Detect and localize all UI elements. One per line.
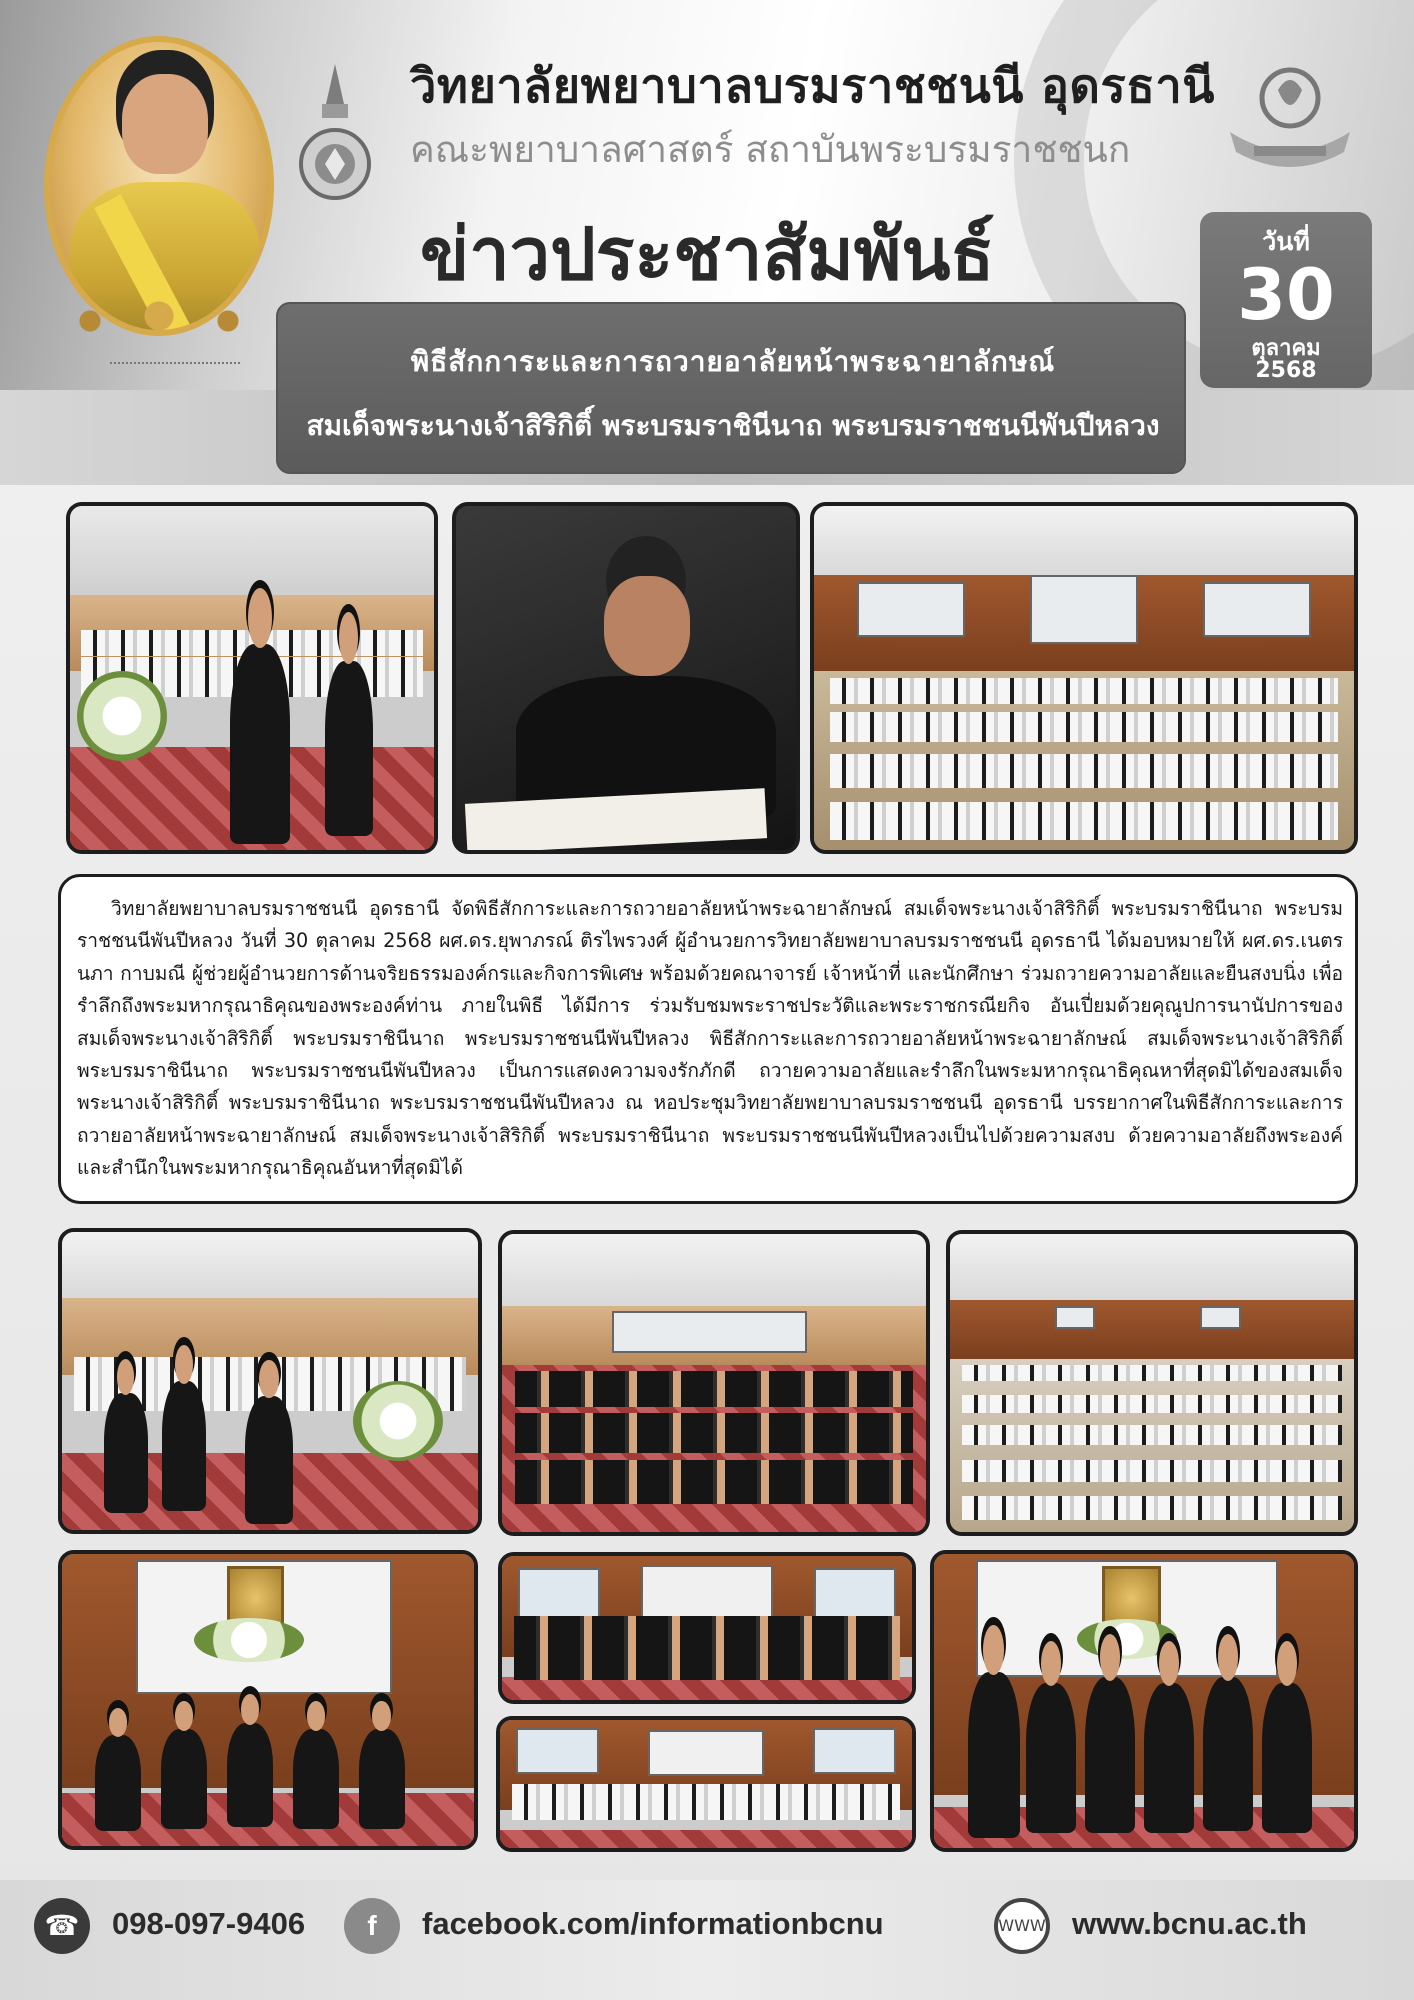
institute-emblem-icon	[1220, 60, 1360, 180]
facebook-icon: f	[344, 1898, 400, 1954]
topic-line-2: สมเด็จพระนางเจ้าสิริกิติ์ พระบรมราชินีนาถ พระบรมราชชนนีพันปีหลวง	[306, 409, 1160, 442]
website-link[interactable]: www.bcnu.ac.th	[1072, 1906, 1307, 1941]
photo-executives-standing	[930, 1550, 1358, 1852]
college-name: วิทยาลัยพยาบาลบรมราชชนนี อุดรธานี	[410, 59, 1215, 114]
date-label: วันที่	[1262, 227, 1310, 256]
photo-staff-group-portrait	[498, 1552, 916, 1704]
ornament-divider	[110, 362, 240, 368]
photo-students-group-portrait	[496, 1716, 916, 1852]
topic-line-1: พิธีสักการะและการถวายอาลัยหน้าพระฉายาลักษณ์	[410, 345, 1056, 378]
photo-hall-students-seated	[810, 502, 1358, 854]
photo-hall-overview	[946, 1230, 1358, 1536]
date-day: 30	[1237, 254, 1335, 336]
portrait-flower-garland	[44, 296, 274, 346]
college-emblem-icon	[298, 64, 372, 204]
photo-staff-standing-row	[58, 1228, 482, 1534]
photo-kneeling-group	[58, 1550, 478, 1850]
royal-portrait	[44, 36, 274, 336]
topic-banner	[276, 302, 1186, 474]
phone-number-link[interactable]: 098-097-9406	[112, 1906, 306, 1941]
phone-icon: ☎	[34, 1898, 90, 1954]
photo-standing-silence	[66, 502, 438, 854]
photo-prostrating-ceremony	[498, 1230, 930, 1536]
article-body: วิทยาลัยพยาบาลบรมราชชนนี อุดรธานี จัดพิธีสักการะและการถวายอาลัยหน้าพระฉายาลักษณ์ สมเด็จพระนางเจ้าสิริกิติ์ พระบรมราชินีนาถ พระบรมราชชนนีพันปีหลวง วันที่ 30 ตุลาคม 2568 ผศ.ดร.ยุพาภรณ์ ติรไพรวงศ์ ผู้อำนวยการวิทยาลัยพยาบาลบรมราชชนนี อุดรธานี ได้มอบหมายให้ ผศ.ดร.เนตรนภา กาบมณี ผู้ช่วยผู้อำนวยการด้านจริยธรรมองค์กรและกิจการพิเศษ พร้อมด้วยคณาจารย์ เจ้าหน้าที่ และนักศึกษา ร่วมถวายความอาลัยและยืนสงบนิ่ง เพื่อรำลึกถึงพระมหากรุณาธิคุณของพระองค์ท่าน ภายในพิธี ได้มีการ ร่วมรับชมพระราชประวัติและพระราชกรณียกิจ อันเปี่ยมด้วยคุณูปการนานัปการของสมเด็จพระนางเจ้าสิริกิติ์ พระบรมราชินีนาถ พระบรมราชชนนีพันปีหลวง พิธีสักการะและการถวายอาลัยหน้าพระฉายาลักษณ์ สมเด็จพระนางเจ้าสิริกิติ์ พระบรมราชินีนาถ พระบรมราชชนนีพันปีหลวง เป็นการแสดงความจงรักภักดี ถวายความอาลัยและรำลึกในพระมหากรุณาธิคุณหาที่สุดมิได้ของสมเด็จพระนางเจ้าสิริกิติ์ พระบรมราชินีนาถ พระบรมราชชนนีพันปีหลวง ณ หอประชุมวิทยาลัยพยาบาลบรมราชชนนี อุดรธานี บรรยากาศในพิธีสักการะและการถวายอาลัยหน้าพระฉายาลักษณ์ สมเด็จพระนางเจ้าสิริกิติ์ พระบรมราชินีนาถ พระบรมราชชนนีพันปีหลวงเป็นไปด้วยความสงบ ด้วยความอาลัยถึงพระองค์ และสำนึกในพระมหากรุณาธิคุณอันหาที่สุดมิได้	[77, 897, 1343, 1180]
faculty-name: คณะพยาบาลศาสตร์ สถาบันพระบรมราชชนก	[410, 128, 1131, 171]
article-box	[58, 874, 1358, 1204]
press-release-title: ข่าวประชาสัมพันธ์	[420, 212, 995, 296]
globe-icon: WWW	[994, 1898, 1050, 1954]
facebook-link[interactable]: facebook.com/informationbcnu	[422, 1906, 884, 1941]
date-year: 2568	[1255, 358, 1317, 383]
date-badge	[1200, 212, 1372, 388]
date-month: ตุลาคม	[1251, 336, 1321, 361]
photo-signing-condolence-book	[452, 502, 800, 854]
